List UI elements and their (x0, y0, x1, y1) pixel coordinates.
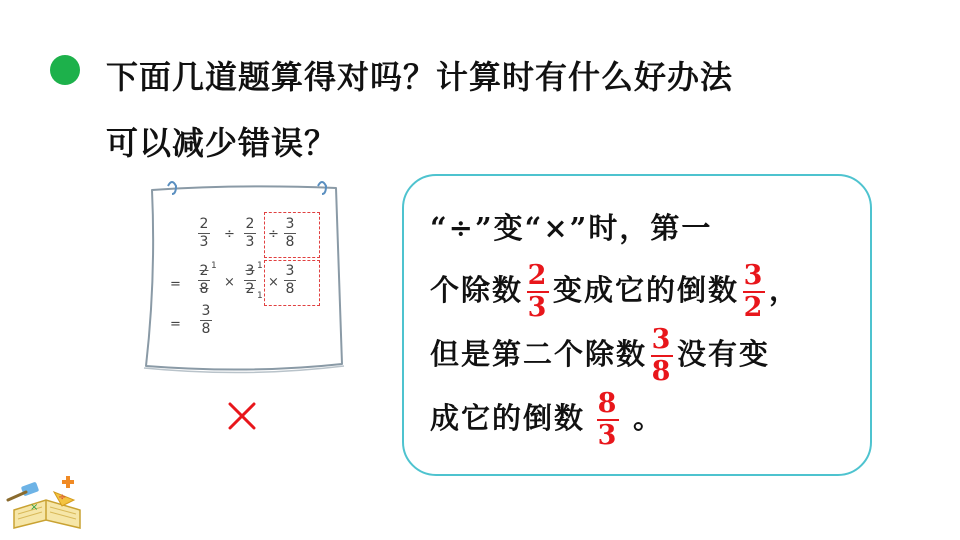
work-r1-op1: ÷ (224, 227, 235, 242)
highlight-box-1 (264, 212, 320, 258)
wrong-mark-icon (222, 396, 262, 436)
handwritten-paper (140, 178, 350, 378)
work-r2-eq: = (170, 277, 181, 292)
question-line-1: 下面几道题算得对吗？计算时有什么好办法 (106, 58, 734, 96)
work-r2-mark2: 1 (257, 261, 263, 271)
explanation-line-4 (430, 390, 664, 450)
work-r1-frac-c: 3 8 (285, 216, 295, 250)
work-r2-mark1: 1 (211, 261, 217, 271)
work-r2-mark3: 1 (257, 291, 263, 301)
expl-l4-text-b: 。 (633, 401, 665, 435)
work-r2-frac-a: 2 8 (199, 263, 209, 297)
expl-l3-text-b: 没有变 (677, 337, 771, 371)
fraction-3-8: $\frac{3}{8}$ (651, 324, 673, 387)
work-r1-frac-a: 2 3 (199, 216, 209, 250)
fraction-3-2: $\frac{3}{2}$ (743, 260, 765, 323)
work-r3-eq: = (170, 317, 181, 332)
expl-l4-text-a: 成它的倒数 (430, 401, 586, 435)
highlight-box-2 (264, 260, 320, 306)
question-text (106, 44, 866, 176)
work-r2-frac-c: 3 8 (285, 263, 295, 297)
expl-l3-text-a: 但是第二个除数 (430, 337, 648, 371)
svg-text:×: × (30, 502, 39, 513)
explanation-line-2 (430, 262, 800, 322)
bullet-icon (50, 55, 80, 85)
work-r3-frac: 3 8 (201, 303, 211, 337)
expl-l2-text-c: ， (769, 273, 801, 307)
expl-l2-text-a: 个除数 (430, 273, 524, 307)
work-r1-op2: ÷ (268, 227, 279, 242)
fraction-2-3: $\frac{2}{3}$ (527, 260, 549, 323)
svg-text:÷: ÷ (58, 492, 67, 503)
fraction-8-3: $\frac{8}{3}$ (597, 388, 619, 451)
explanation-line-1: “÷”变“×”时，第一 (430, 211, 713, 245)
work-r2-frac-b: 3 2 (245, 263, 255, 297)
work-r2-op2: × (268, 275, 279, 290)
math-book-icon (4, 470, 88, 534)
expl-l2-text-b: 变成它的倒数 (553, 273, 740, 307)
explanation-line-3 (430, 326, 770, 386)
work-r2-op1: × (224, 275, 235, 290)
question-line-2: 可以减少错误？ (106, 124, 338, 162)
work-r1-frac-b: 2 3 (245, 216, 255, 250)
